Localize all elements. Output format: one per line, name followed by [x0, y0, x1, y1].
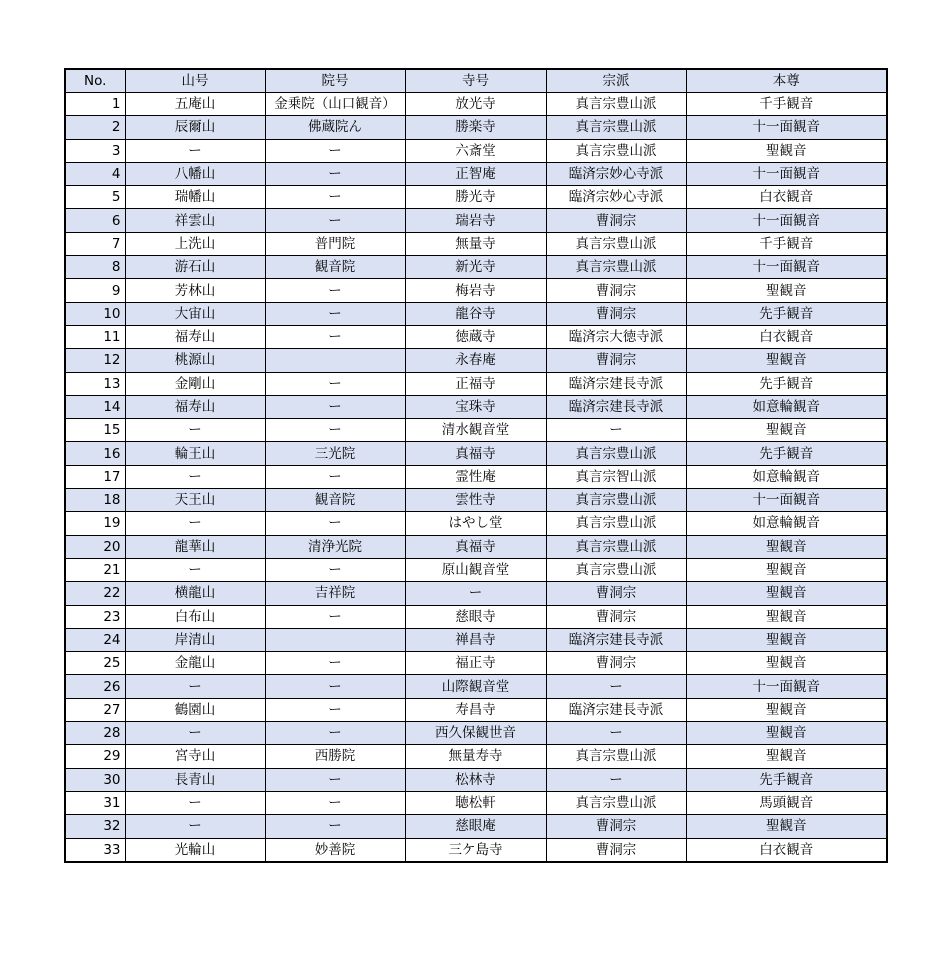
- cell-shuha[interactable]: 臨済宗大徳寺派: [546, 325, 686, 348]
- cell-jigo[interactable]: 梅岩寺: [405, 279, 546, 302]
- table-row: [65, 512, 887, 535]
- cell-shuha[interactable]: 真言宗豊山派: [546, 232, 686, 255]
- cell-jigo[interactable]: 三ケ島寺: [405, 838, 546, 862]
- cell-shuha[interactable]: 真言宗豊山派: [546, 535, 686, 558]
- cell-honzon[interactable]: 聖観音: [686, 279, 887, 302]
- cell-honzon[interactable]: 白衣観音: [686, 838, 887, 862]
- cell-shuha[interactable]: 曹洞宗: [546, 349, 686, 372]
- cell-ingo[interactable]: ー: [265, 279, 405, 302]
- cell-jigo[interactable]: 無量寺: [405, 232, 546, 255]
- cell-no[interactable]: 2: [65, 116, 125, 139]
- cell-honzon[interactable]: 聖観音: [686, 652, 887, 675]
- cell-ingo[interactable]: ー: [265, 325, 405, 348]
- cell-shuha[interactable]: 曹洞宗: [546, 582, 686, 605]
- table-row: [65, 605, 887, 628]
- cell-no[interactable]: 28: [65, 722, 125, 745]
- cell-ingo[interactable]: ー: [265, 605, 405, 628]
- cell-honzon[interactable]: 十一面観音: [686, 675, 887, 698]
- cell-sango[interactable]: ー: [125, 139, 265, 162]
- table-row: [65, 302, 887, 325]
- cell-shuha[interactable]: 真言宗豊山派: [546, 116, 686, 139]
- table-row: [65, 209, 887, 232]
- cell-shuha[interactable]: 臨済宗妙心寺派: [546, 162, 686, 185]
- cell-no[interactable]: 20: [65, 535, 125, 558]
- cell-sango[interactable]: 福寿山: [125, 395, 265, 418]
- cell-ingo[interactable]: ー: [265, 395, 405, 418]
- cell-ingo[interactable]: ー: [265, 675, 405, 698]
- table-row: [65, 162, 887, 185]
- header-cell-no[interactable]: No.: [65, 69, 125, 93]
- cell-jigo[interactable]: 新光寺: [405, 256, 546, 279]
- cell-no[interactable]: 33: [65, 838, 125, 862]
- table-row: [65, 698, 887, 721]
- table-row: [65, 582, 887, 605]
- cell-jigo[interactable]: 山際観音堂: [405, 675, 546, 698]
- cell-honzon[interactable]: 聖観音: [686, 628, 887, 651]
- cell-honzon[interactable]: 先手観音: [686, 372, 887, 395]
- cell-ingo[interactable]: ー: [265, 768, 405, 791]
- cell-honzon[interactable]: 如意輪観音: [686, 512, 887, 535]
- table-row: [65, 372, 887, 395]
- cell-ingo[interactable]: 三光院: [265, 442, 405, 465]
- cell-jigo[interactable]: 寿昌寺: [405, 698, 546, 721]
- cell-no[interactable]: 11: [65, 325, 125, 348]
- cell-sango[interactable]: 輪王山: [125, 442, 265, 465]
- cell-shuha[interactable]: 曹洞宗: [546, 815, 686, 838]
- cell-shuha[interactable]: ー: [546, 722, 686, 745]
- cell-no[interactable]: 1: [65, 93, 125, 116]
- cell-ingo[interactable]: [265, 628, 405, 651]
- cell-sango[interactable]: 龍華山: [125, 535, 265, 558]
- cell-sango[interactable]: 金龍山: [125, 652, 265, 675]
- cell-honzon[interactable]: 如意輪観音: [686, 465, 887, 488]
- cell-shuha[interactable]: 曹洞宗: [546, 605, 686, 628]
- cell-honzon[interactable]: 聖観音: [686, 722, 887, 745]
- cell-honzon[interactable]: 十一面観音: [686, 209, 887, 232]
- cell-shuha[interactable]: 真言宗豊山派: [546, 791, 686, 814]
- table-row: [65, 489, 887, 512]
- cell-sango[interactable]: 八幡山: [125, 162, 265, 185]
- cell-shuha[interactable]: ー: [546, 768, 686, 791]
- cell-ingo[interactable]: 観音院: [265, 256, 405, 279]
- table-row: [65, 232, 887, 255]
- header-row: [65, 69, 887, 93]
- table-row: [65, 442, 887, 465]
- cell-sango[interactable]: 芳林山: [125, 279, 265, 302]
- cell-sango[interactable]: 金剛山: [125, 372, 265, 395]
- table-row: [65, 395, 887, 418]
- cell-sango[interactable]: 光輪山: [125, 838, 265, 862]
- cell-sango[interactable]: ー: [125, 465, 265, 488]
- cell-no[interactable]: 8: [65, 256, 125, 279]
- cell-no[interactable]: 29: [65, 745, 125, 768]
- table-row: [65, 256, 887, 279]
- cell-no[interactable]: 7: [65, 232, 125, 255]
- cell-shuha[interactable]: 真言宗豊山派: [546, 558, 686, 581]
- table-row: [65, 465, 887, 488]
- table-body: [65, 93, 887, 862]
- cell-shuha[interactable]: 真言宗豊山派: [546, 745, 686, 768]
- cell-honzon[interactable]: 聖観音: [686, 698, 887, 721]
- cell-sango[interactable]: 福寿山: [125, 325, 265, 348]
- cell-shuha[interactable]: 臨済宗建長寺派: [546, 698, 686, 721]
- table-row: [65, 815, 887, 838]
- table-row: [65, 535, 887, 558]
- cell-shuha[interactable]: 真言宗豊山派: [546, 139, 686, 162]
- cell-sango[interactable]: 鶴園山: [125, 698, 265, 721]
- cell-shuha[interactable]: 臨済宗建長寺派: [546, 372, 686, 395]
- cell-shuha[interactable]: 曹洞宗: [546, 279, 686, 302]
- table-row: [65, 419, 887, 442]
- cell-honzon[interactable]: 十一面観音: [686, 489, 887, 512]
- cell-jigo[interactable]: 聴松軒: [405, 791, 546, 814]
- cell-shuha[interactable]: 真言宗豊山派: [546, 93, 686, 116]
- cell-no[interactable]: 17: [65, 465, 125, 488]
- cell-sango[interactable]: ー: [125, 419, 265, 442]
- cell-shuha[interactable]: 臨済宗妙心寺派: [546, 186, 686, 209]
- cell-honzon[interactable]: 十一面観音: [686, 162, 887, 185]
- header-cell-shuha[interactable]: 宗派: [546, 69, 686, 93]
- cell-no[interactable]: 21: [65, 558, 125, 581]
- cell-honzon[interactable]: 聖観音: [686, 815, 887, 838]
- cell-jigo[interactable]: 禅昌寺: [405, 628, 546, 651]
- cell-no[interactable]: 14: [65, 395, 125, 418]
- cell-jigo[interactable]: 正智庵: [405, 162, 546, 185]
- cell-honzon[interactable]: 先手観音: [686, 768, 887, 791]
- cell-honzon[interactable]: 聖観音: [686, 419, 887, 442]
- table-row: [65, 186, 887, 209]
- cell-honzon[interactable]: 十一面観音: [686, 116, 887, 139]
- cell-sango[interactable]: 上洗山: [125, 232, 265, 255]
- cell-no[interactable]: 16: [65, 442, 125, 465]
- cell-no[interactable]: 25: [65, 652, 125, 675]
- cell-sango[interactable]: 天王山: [125, 489, 265, 512]
- cell-sango[interactable]: 宮寺山: [125, 745, 265, 768]
- cell-shuha[interactable]: 真言宗智山派: [546, 465, 686, 488]
- table-row: [65, 139, 887, 162]
- header-cell-ingo[interactable]: 院号: [265, 69, 405, 93]
- cell-jigo[interactable]: 勝光寺: [405, 186, 546, 209]
- cell-sango[interactable]: 五庵山: [125, 93, 265, 116]
- cell-shuha[interactable]: 曹洞宗: [546, 302, 686, 325]
- cell-jigo[interactable]: 徳蔵寺: [405, 325, 546, 348]
- cell-sango[interactable]: ー: [125, 675, 265, 698]
- cell-jigo[interactable]: 霊性庵: [405, 465, 546, 488]
- cell-shuha[interactable]: 真言宗豊山派: [546, 256, 686, 279]
- cell-honzon[interactable]: 聖観音: [686, 535, 887, 558]
- cell-no[interactable]: 30: [65, 768, 125, 791]
- cell-ingo[interactable]: ー: [265, 419, 405, 442]
- cell-no[interactable]: 12: [65, 349, 125, 372]
- header-cell-jigo[interactable]: 寺号: [405, 69, 546, 93]
- cell-ingo[interactable]: 吉祥院: [265, 582, 405, 605]
- cell-sango[interactable]: 白布山: [125, 605, 265, 628]
- table-row: [65, 628, 887, 651]
- cell-sango[interactable]: ー: [125, 558, 265, 581]
- cell-ingo[interactable]: ー: [265, 558, 405, 581]
- cell-shuha[interactable]: ー: [546, 675, 686, 698]
- cell-honzon[interactable]: 千手観音: [686, 93, 887, 116]
- cell-ingo[interactable]: 清浄光院: [265, 535, 405, 558]
- header-cell-honzon[interactable]: 本尊: [686, 69, 887, 93]
- cell-no[interactable]: 13: [65, 372, 125, 395]
- cell-jigo[interactable]: 原山観音堂: [405, 558, 546, 581]
- cell-sango[interactable]: ー: [125, 815, 265, 838]
- cell-jigo[interactable]: 宝珠寺: [405, 395, 546, 418]
- cell-sango[interactable]: 大宙山: [125, 302, 265, 325]
- cell-shuha[interactable]: 真言宗豊山派: [546, 442, 686, 465]
- table-row: [65, 745, 887, 768]
- cell-sango[interactable]: 祥雲山: [125, 209, 265, 232]
- table-row: [65, 116, 887, 139]
- cell-shuha[interactable]: 真言宗豊山派: [546, 512, 686, 535]
- cell-ingo[interactable]: ー: [265, 791, 405, 814]
- cell-ingo[interactable]: ー: [265, 209, 405, 232]
- table-header: [65, 69, 887, 93]
- cell-jigo[interactable]: ー: [405, 582, 546, 605]
- cell-ingo[interactable]: 佛蔵院ん: [265, 116, 405, 139]
- cell-jigo[interactable]: 福正寺: [405, 652, 546, 675]
- table-row: [65, 349, 887, 372]
- cell-jigo[interactable]: 六斎堂: [405, 139, 546, 162]
- cell-ingo[interactable]: ー: [265, 698, 405, 721]
- cell-no[interactable]: 26: [65, 675, 125, 698]
- spreadsheet-sheet: [64, 68, 886, 863]
- table-row: [65, 675, 887, 698]
- cell-sango[interactable]: 長青山: [125, 768, 265, 791]
- cell-jigo[interactable]: 龍谷寺: [405, 302, 546, 325]
- cell-sango[interactable]: ー: [125, 512, 265, 535]
- cell-no[interactable]: 19: [65, 512, 125, 535]
- cell-honzon[interactable]: 千手観音: [686, 232, 887, 255]
- cell-shuha[interactable]: 曹洞宗: [546, 652, 686, 675]
- cell-sango[interactable]: 辰爾山: [125, 116, 265, 139]
- cell-shuha[interactable]: 真言宗豊山派: [546, 489, 686, 512]
- cell-honzon[interactable]: 十一面観音: [686, 256, 887, 279]
- cell-ingo[interactable]: ー: [265, 465, 405, 488]
- cell-honzon[interactable]: 聖観音: [686, 745, 887, 768]
- cell-jigo[interactable]: 瑞岩寺: [405, 209, 546, 232]
- cell-no[interactable]: 32: [65, 815, 125, 838]
- cell-jigo[interactable]: 慈眼庵: [405, 815, 546, 838]
- cell-no[interactable]: 5: [65, 186, 125, 209]
- cell-no[interactable]: 27: [65, 698, 125, 721]
- cell-sango[interactable]: 游石山: [125, 256, 265, 279]
- cell-ingo[interactable]: ー: [265, 302, 405, 325]
- cell-ingo[interactable]: 妙善院: [265, 838, 405, 862]
- cell-ingo[interactable]: ー: [265, 186, 405, 209]
- cell-ingo[interactable]: ー: [265, 512, 405, 535]
- cell-jigo[interactable]: 松林寺: [405, 768, 546, 791]
- cell-no[interactable]: 15: [65, 419, 125, 442]
- table-row: [65, 325, 887, 348]
- cell-no[interactable]: 23: [65, 605, 125, 628]
- table-row: [65, 722, 887, 745]
- cell-honzon[interactable]: 白衣観音: [686, 325, 887, 348]
- cell-jigo[interactable]: 勝楽寺: [405, 116, 546, 139]
- cell-jigo[interactable]: 放光寺: [405, 93, 546, 116]
- cell-ingo[interactable]: ー: [265, 162, 405, 185]
- table-row: [65, 279, 887, 302]
- cell-no[interactable]: 10: [65, 302, 125, 325]
- cell-honzon[interactable]: 先手観音: [686, 302, 887, 325]
- table-row: [65, 768, 887, 791]
- cell-no[interactable]: 18: [65, 489, 125, 512]
- cell-honzon[interactable]: 如意輪観音: [686, 395, 887, 418]
- cell-ingo[interactable]: [265, 349, 405, 372]
- table-row: [65, 838, 887, 862]
- cell-no[interactable]: 31: [65, 791, 125, 814]
- temple-table: [64, 68, 888, 863]
- cell-sango[interactable]: 桃源山: [125, 349, 265, 372]
- cell-jigo[interactable]: 真福寺: [405, 442, 546, 465]
- cell-sango[interactable]: 岸清山: [125, 628, 265, 651]
- cell-ingo[interactable]: ー: [265, 652, 405, 675]
- cell-honzon[interactable]: 先手観音: [686, 442, 887, 465]
- cell-no[interactable]: 9: [65, 279, 125, 302]
- cell-honzon[interactable]: 白衣観音: [686, 186, 887, 209]
- table-row: [65, 558, 887, 581]
- cell-no[interactable]: 22: [65, 582, 125, 605]
- table-row: [65, 652, 887, 675]
- cell-shuha[interactable]: 臨済宗建長寺派: [546, 628, 686, 651]
- cell-honzon[interactable]: 聖観音: [686, 139, 887, 162]
- cell-ingo[interactable]: ー: [265, 815, 405, 838]
- cell-ingo[interactable]: ー: [265, 372, 405, 395]
- cell-no[interactable]: 3: [65, 139, 125, 162]
- cell-jigo[interactable]: 永春庵: [405, 349, 546, 372]
- cell-no[interactable]: 24: [65, 628, 125, 651]
- cell-jigo[interactable]: 真福寺: [405, 535, 546, 558]
- cell-honzon[interactable]: 聖観音: [686, 605, 887, 628]
- cell-ingo[interactable]: 西勝院: [265, 745, 405, 768]
- table-row: [65, 93, 887, 116]
- cell-ingo[interactable]: 普門院: [265, 232, 405, 255]
- cell-honzon[interactable]: 聖観音: [686, 582, 887, 605]
- cell-ingo[interactable]: 金乗院（山口観音）: [265, 93, 405, 116]
- cell-shuha[interactable]: 曹洞宗: [546, 838, 686, 862]
- cell-sango[interactable]: ー: [125, 722, 265, 745]
- cell-jigo[interactable]: 西久保観世音: [405, 722, 546, 745]
- table-row: [65, 791, 887, 814]
- cell-jigo[interactable]: 慈眼寺: [405, 605, 546, 628]
- cell-honzon[interactable]: 馬頭観音: [686, 791, 887, 814]
- cell-ingo[interactable]: ー: [265, 139, 405, 162]
- cell-no[interactable]: 6: [65, 209, 125, 232]
- cell-jigo[interactable]: 清水観音堂: [405, 419, 546, 442]
- cell-jigo[interactable]: 雲性寺: [405, 489, 546, 512]
- cell-jigo[interactable]: 無量寿寺: [405, 745, 546, 768]
- cell-ingo[interactable]: ー: [265, 722, 405, 745]
- cell-ingo[interactable]: 観音院: [265, 489, 405, 512]
- cell-jigo[interactable]: 正福寺: [405, 372, 546, 395]
- cell-sango[interactable]: ー: [125, 791, 265, 814]
- cell-sango[interactable]: 横龍山: [125, 582, 265, 605]
- cell-shuha[interactable]: 臨済宗建長寺派: [546, 395, 686, 418]
- cell-honzon[interactable]: 聖観音: [686, 349, 887, 372]
- cell-shuha[interactable]: ー: [546, 419, 686, 442]
- cell-shuha[interactable]: 曹洞宗: [546, 209, 686, 232]
- header-cell-sango[interactable]: 山号: [125, 69, 265, 93]
- cell-sango[interactable]: 瑞幡山: [125, 186, 265, 209]
- cell-jigo[interactable]: はやし堂: [405, 512, 546, 535]
- cell-no[interactable]: 4: [65, 162, 125, 185]
- cell-honzon[interactable]: 聖観音: [686, 558, 887, 581]
